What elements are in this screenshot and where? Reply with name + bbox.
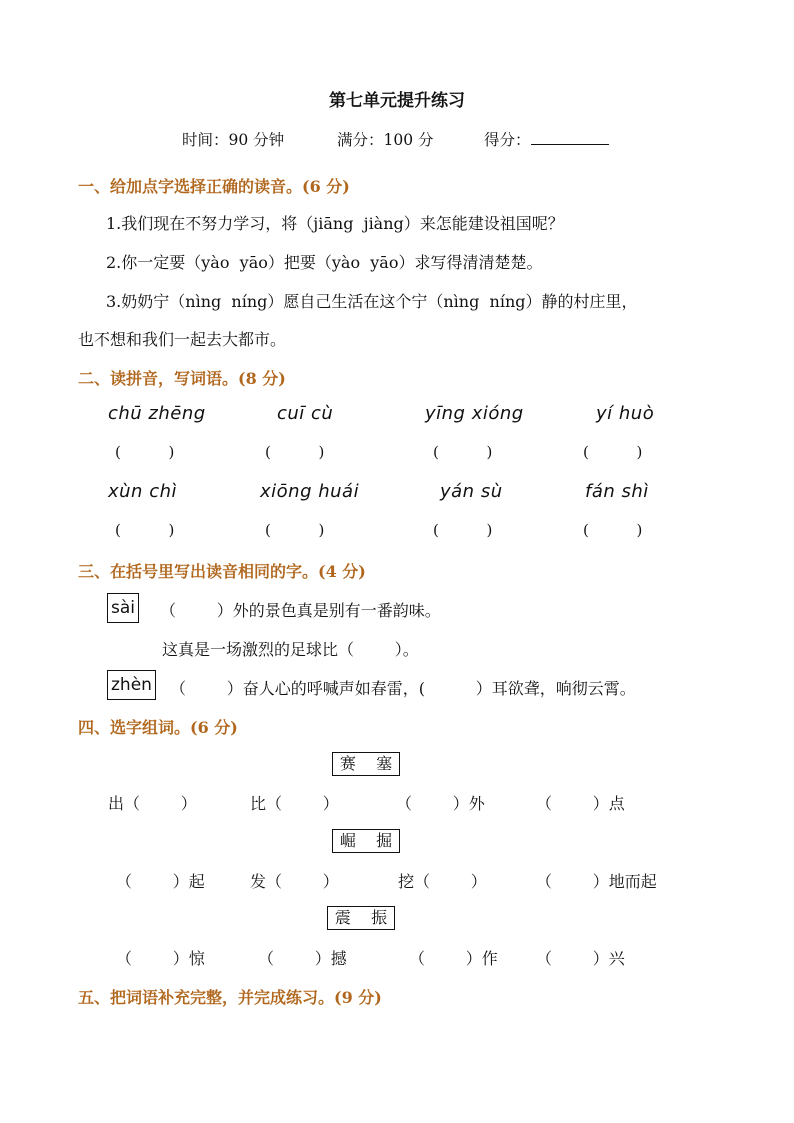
section-3-line-1[interactable]: （ ）外的景色真是别有一番韵味。 xyxy=(160,601,441,620)
pinyin-box-zhen: zhèn xyxy=(107,670,156,700)
answer-blank-7[interactable]: ( ) xyxy=(433,521,493,539)
pinyin-4: yí huò xyxy=(596,403,655,424)
word-blank-1-3[interactable]: （ ）外 xyxy=(396,794,485,813)
section-1-question-3: 3.奶奶宁（nìng níng）愿自己生活在这个宁（nìng níng）静的村庄里， xyxy=(106,292,638,311)
answer-blank-2[interactable]: ( ) xyxy=(265,443,325,461)
pinyin-2: cuī cù xyxy=(277,403,334,424)
pinyin-8: fán shì xyxy=(585,481,649,502)
section-3-heading: 三、在括号里写出读音相同的字。(4 分) xyxy=(78,562,366,581)
word-blank-3-3[interactable]: （ ）作 xyxy=(409,949,498,968)
score-label: 得分： xyxy=(484,131,531,149)
word-blank-3-1[interactable]: （ ）惊 xyxy=(116,949,205,968)
section-2-heading: 二、读拼音，写词语。(8 分) xyxy=(78,369,286,388)
section-1-question-2: 2.你一定要（yào yāo）把要（yào yāo）求写得清清楚楚。 xyxy=(106,253,543,272)
char-choice-box-3: 震 振 xyxy=(327,906,395,930)
pinyin-3: yīng xióng xyxy=(425,403,524,424)
word-blank-1-4[interactable]: （ ）点 xyxy=(536,794,625,813)
answer-blank-3[interactable]: ( ) xyxy=(433,443,493,461)
pinyin-7: yán sù xyxy=(440,481,503,502)
word-blank-3-4[interactable]: （ ）兴 xyxy=(536,949,625,968)
word-blank-2-2[interactable]: 发（ ） xyxy=(250,872,339,891)
word-blank-1-2[interactable]: 比（ ） xyxy=(250,794,339,813)
char-choice-box-2: 崛 掘 xyxy=(332,829,400,853)
section-4-heading: 四、选字组词。(6 分) xyxy=(78,718,238,737)
word-blank-2-4[interactable]: （ ）地而起 xyxy=(536,872,657,891)
section-1-question-3-cont: 也不想和我们一起去大都市。 xyxy=(78,330,287,349)
pinyin-6: xiōng huái xyxy=(260,481,360,502)
section-5-heading: 五、把词语补充完整，并完成练习。(9 分) xyxy=(78,988,382,1007)
answer-blank-1[interactable]: ( ) xyxy=(115,443,175,461)
word-blank-3-2[interactable]: （ ）撼 xyxy=(258,949,347,968)
time-label: 时间：90 分钟 xyxy=(182,131,285,149)
score-blank[interactable] xyxy=(531,130,609,145)
answer-blank-8[interactable]: ( ) xyxy=(583,521,643,539)
section-3-line-2[interactable]: 这真是一场激烈的足球比（ ）。 xyxy=(162,640,419,659)
answer-blank-4[interactable]: ( ) xyxy=(583,443,643,461)
page-title: 第七单元提升练习 xyxy=(329,91,465,111)
section-1-heading: 一、给加点字选择正确的读音。(6 分) xyxy=(78,177,350,196)
word-blank-2-3[interactable]: 挖（ ） xyxy=(398,872,487,891)
answer-blank-6[interactable]: ( ) xyxy=(265,521,325,539)
answer-blank-5[interactable]: ( ) xyxy=(115,521,175,539)
section-3-line-3[interactable]: （ ）奋人心的呼喊声如春雷，( ）耳欲聋，响彻云霄。 xyxy=(170,679,636,698)
section-1-question-1: 1.我们现在不努力学习，将（jiāng jiàng）来怎能建设祖国呢？ xyxy=(106,214,564,233)
pinyin-5: xùn chì xyxy=(108,481,177,502)
word-blank-1-1[interactable]: 出（ ） xyxy=(108,794,197,813)
score-field xyxy=(484,128,609,150)
full-score-label: 满分：100 分 xyxy=(337,131,434,149)
char-choice-box-1: 赛 塞 xyxy=(332,752,400,776)
pinyin-1: chū zhēng xyxy=(108,403,206,424)
word-blank-2-1[interactable]: （ ）起 xyxy=(116,872,205,891)
pinyin-box-sai: sài xyxy=(107,593,139,623)
